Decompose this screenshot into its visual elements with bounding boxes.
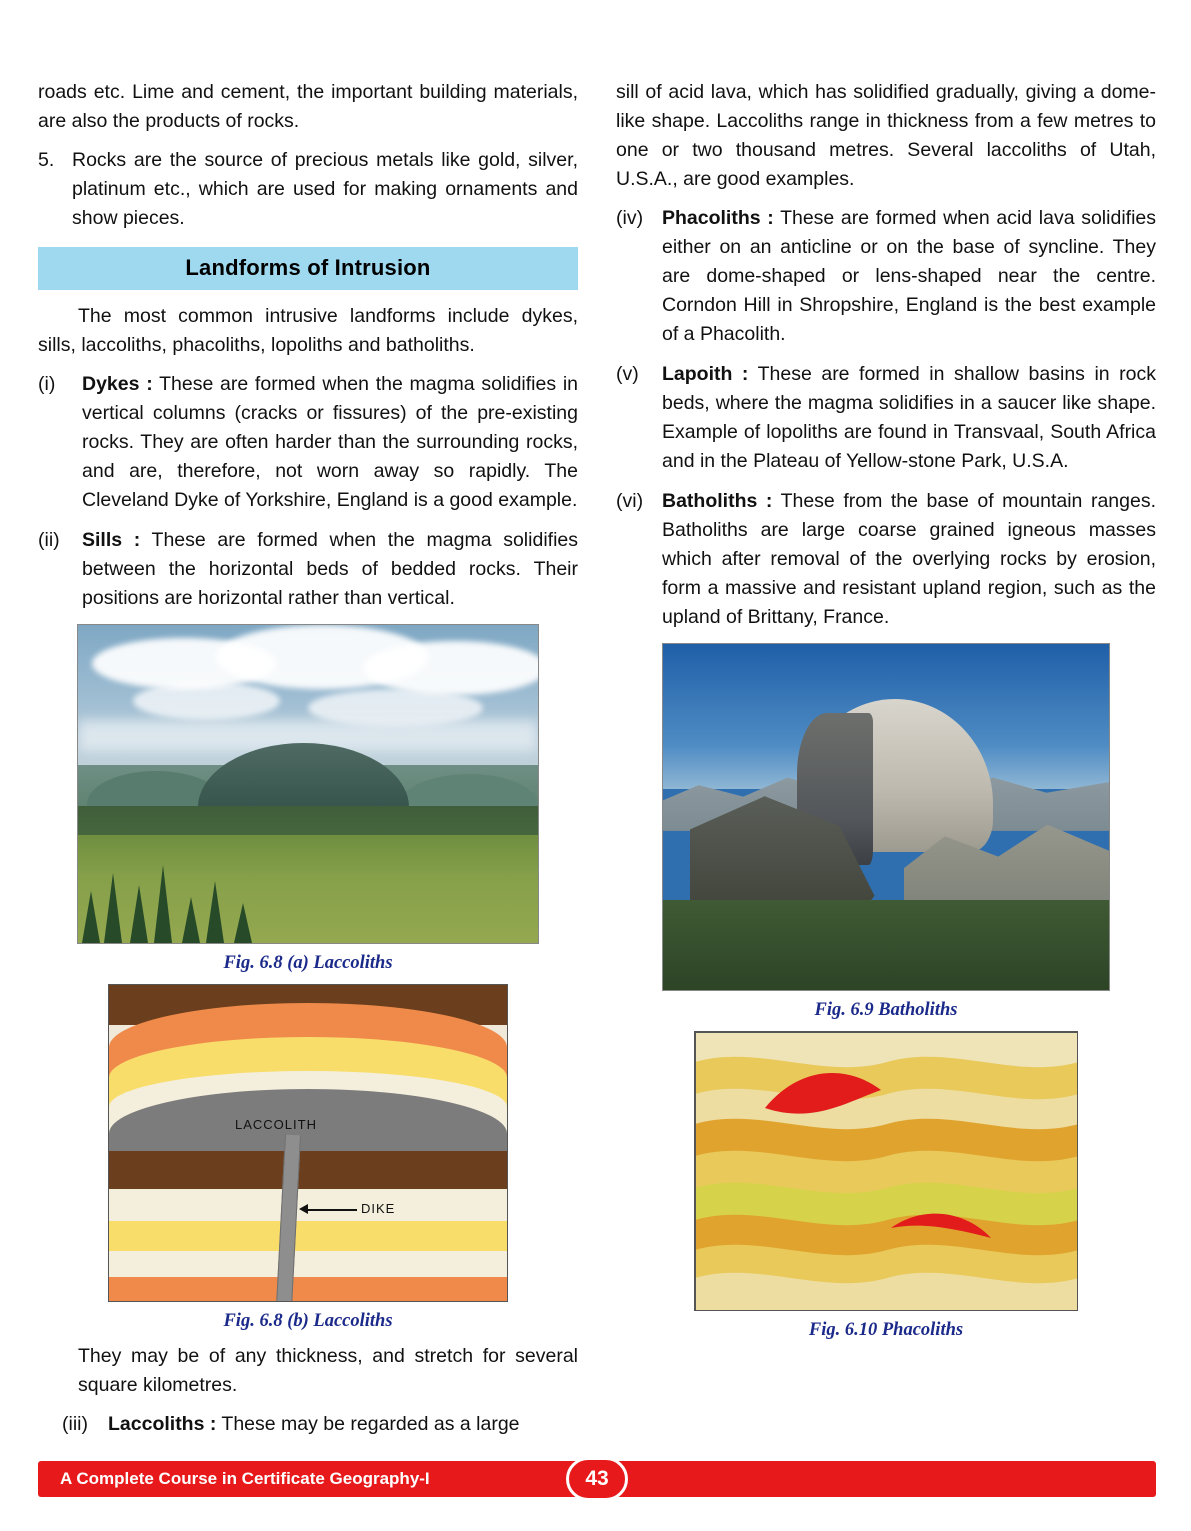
list-item-text xyxy=(662,487,1156,632)
phacolith-svg xyxy=(695,1032,1078,1311)
figure-6-8a xyxy=(38,624,578,974)
layer-yellow-lower xyxy=(109,1221,507,1251)
term-body: These are formed in shallow basins in rock beds, where the magma solidifies in a saucer like shape. Example of lopoliths are found in Transvaal, South Africa and in the Plateau of Yellow-stone Park, U.S.A. xyxy=(662,363,1156,472)
laccolith-dike-diagram xyxy=(108,984,508,1302)
list-item-phacoliths xyxy=(616,204,1156,349)
term-label: Laccoliths : xyxy=(108,1413,217,1435)
list-item-text xyxy=(662,204,1156,349)
term-label: Phacoliths : xyxy=(662,207,774,229)
phacolith-diagram xyxy=(694,1031,1078,1311)
section-heading-landforms-of-intrusion: Landforms of Intrusion xyxy=(38,247,578,290)
list-marker: (vi) xyxy=(616,490,644,512)
list-item-laccoliths xyxy=(62,1410,578,1439)
term-label: Batholiths : xyxy=(662,490,773,512)
figure-6-10 xyxy=(616,1031,1156,1341)
left-column xyxy=(38,78,578,1450)
term-body: These are formed when the magma solidifies between the horizontal beds of bedded rocks. Their positions are horizontal rather than vertical. xyxy=(82,529,578,609)
list-item-text xyxy=(82,370,578,515)
list-item-text: Rocks are the source of precious metals like gold, silver, platinum etc., which are used for making ornaments and show pieces. xyxy=(72,149,578,229)
list-marker: (iv) xyxy=(616,207,644,229)
list-item-text xyxy=(662,360,1156,476)
two-column-body xyxy=(38,78,1156,1450)
laccolith-landscape-photo xyxy=(77,624,539,944)
term-label: Sills : xyxy=(82,529,141,551)
term-body: These are formed when the magma solidifies in vertical columns (cracks or fissures) of the pre-existing rocks. They are often harder than the surrounding rocks, and are, therefore, not worn away so rapidly. The Cleveland Dyke of Yorkshire, England is a good example. xyxy=(82,373,579,511)
dike-arrow-line xyxy=(305,1209,357,1211)
term-body: These may be regarded as a large xyxy=(216,1413,520,1435)
list-marker: (v) xyxy=(616,363,639,385)
footer-book-title: A Complete Course in Certificate Geography-I xyxy=(60,1469,430,1488)
list-item-sills xyxy=(38,526,578,613)
dike-diagram-label: DIKE xyxy=(361,1201,396,1216)
page-footer xyxy=(38,1461,1156,1497)
list-marker: (i) xyxy=(38,373,56,395)
forested-valley-floor xyxy=(663,900,1109,990)
batholith-halfdome-photo xyxy=(662,643,1110,991)
list-marker: (ii) xyxy=(38,529,60,551)
layer-brown-lower xyxy=(109,1151,507,1189)
figure-caption-6-9: Fig. 6.9 Batholiths xyxy=(814,1000,958,1020)
continued-paragraph: sill of acid lava, which has solidified gradually, giving a dome-like shape. Laccoliths range in thickness from a few metres to one or two thousand metres. Several laccoliths of Utah, U.S.A., are good examples. xyxy=(616,81,1156,190)
term-label: Dykes : xyxy=(82,373,153,395)
foreground-trees xyxy=(78,848,271,943)
list-item-batholiths xyxy=(616,487,1156,632)
list-marker: (iii) xyxy=(62,1413,88,1435)
figure-caption-6-10: Fig. 6.10 Phacoliths xyxy=(808,1320,964,1340)
layer-cream-lower xyxy=(109,1189,507,1221)
after-figure-paragraph: They may be of any thickness, and stretch for several square kilometres. xyxy=(78,1345,578,1396)
figure-caption-6-8b: Fig. 6.8 (b) Laccoliths xyxy=(223,1311,393,1331)
list-item-lapoith xyxy=(616,360,1156,476)
right-column xyxy=(616,78,1156,1450)
layer-cream-lower-2 xyxy=(109,1251,507,1277)
dike-arrow-head xyxy=(299,1204,308,1214)
layer-orange-lower xyxy=(109,1277,507,1302)
laccolith-diagram-label: LACCOLITH xyxy=(235,1117,317,1132)
list-item-dykes xyxy=(38,370,578,515)
term-body: These from the base of mountain ranges. Batholiths are large coarse grained igneous masses which after removal of the overlying rocks by erosion, form a massive and resistant upland region, such as the upland of Brittany, France. xyxy=(662,490,1156,628)
section-intro-paragraph: The most common intrusive landforms include dykes, sills, laccoliths, phacoliths, lopoliths and batholiths. xyxy=(38,305,578,356)
term-label: Lapoith : xyxy=(662,363,749,385)
term-body: These are formed when acid lava solidifies either on an anticline or on the base of syncline. They are dome-shaped or lens-shaped near the centre. Corndon Hill in Shropshire, England is the best example of a Phacolith. xyxy=(662,207,1156,345)
list-item-text xyxy=(108,1410,578,1439)
intro-continued-paragraph: roads etc. Lime and cement, the important building materials, are also the products of rocks. xyxy=(38,81,578,132)
cloud-shape xyxy=(363,641,539,695)
figure-6-8b xyxy=(38,984,578,1332)
list-marker: 5. xyxy=(38,149,55,171)
list-item-text xyxy=(82,526,578,613)
list-item-5 xyxy=(38,146,578,233)
page-number-badge: 43 xyxy=(566,1457,628,1501)
figure-caption-6-8a: Fig. 6.8 (a) Laccoliths xyxy=(223,953,393,973)
figure-6-9 xyxy=(616,643,1156,1021)
